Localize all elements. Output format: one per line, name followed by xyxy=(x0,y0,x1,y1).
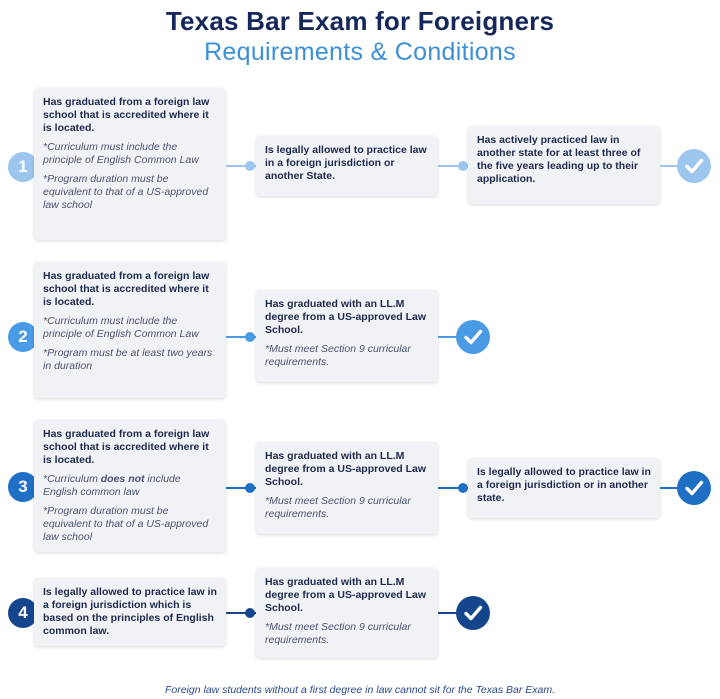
row1-card-1-main: Has graduated from a foreign law school that is accredited where it is located. xyxy=(43,96,210,134)
page-title: Texas Bar Exam for Foreigners xyxy=(165,6,555,36)
step-number-1: 1 xyxy=(8,152,38,182)
row1-card-1-note-2: *Program duration must be equivalent to that of a US-approved law school xyxy=(43,173,209,211)
step-number-4: 4 xyxy=(8,598,38,628)
row2-connector-2 xyxy=(438,336,458,338)
row4-card-2 xyxy=(256,568,438,658)
row3-card-1-note-1: *Curriculum does not include English common law xyxy=(43,473,181,498)
row2-card-1-note-2: *Program must be at least two years in duration xyxy=(43,347,213,372)
step-number-2: 2 xyxy=(8,322,38,352)
row4-card-2-note: *Must meet Section 9 curricular requirements. xyxy=(265,621,411,646)
row3-card-2-note: *Must meet Section 9 curricular requirements. xyxy=(265,495,411,520)
row1-dot-2 xyxy=(458,161,468,171)
page-subtitle: Requirements & Conditions xyxy=(204,38,516,66)
row3-card-3 xyxy=(468,458,660,518)
row1-card-1-note-1: *Curriculum must include the principle of English Common Law xyxy=(43,141,199,166)
row3-check-icon xyxy=(677,471,711,505)
row1-card-2-main: Is legally allowed to practice law in a foreign jurisdiction or another State. xyxy=(265,144,427,182)
footer-note: Foreign law students without a first degree in law cannot sit for the Texas Bar Exam. xyxy=(164,684,556,696)
row3-card-2-main: Has graduated with an LL.M degree from a US-approved Law School. xyxy=(265,450,427,488)
step-number-3: 3 xyxy=(8,472,38,502)
row1-card-3-main: Has actively practiced law in another state for at least three of the five years leading up to their application. xyxy=(477,134,641,185)
row3-card-2 xyxy=(256,442,438,534)
row4-card-1-main: Is legally allowed to practice law in a foreign jurisdiction which is based on the principles of English common law. xyxy=(43,586,217,637)
row1-dot-1 xyxy=(245,161,255,171)
row1-card-3 xyxy=(468,126,660,204)
row2-card-2 xyxy=(256,290,438,382)
row1-card-1 xyxy=(34,88,226,240)
row4-dot-1 xyxy=(245,608,255,618)
row2-card-1-main: Has graduated from a foreign law school that is accredited where it is located. xyxy=(43,270,210,308)
row3-card-3-main: Is legally allowed to practice law in a foreign jurisdiction or in another state. xyxy=(477,466,651,504)
row4-check-icon xyxy=(456,596,490,630)
row3-card-1-note-2: *Program duration must be equivalent to that of a US-approved law school xyxy=(43,505,209,543)
row1-card-2 xyxy=(256,136,438,196)
row2-card-1 xyxy=(34,262,226,398)
row4-connector-2 xyxy=(438,612,458,614)
row4-card-2-main: Has graduated with an LL.M degree from a US-approved Law School. xyxy=(265,576,427,614)
row4-card-1 xyxy=(34,578,226,646)
row3-dot-1 xyxy=(245,483,255,493)
row2-check-icon xyxy=(456,320,490,354)
row2-card-1-note-1: *Curriculum must include the principle of English Common Law xyxy=(43,315,199,340)
row2-dot-1 xyxy=(245,332,255,342)
row2-card-2-main: Has graduated with an LL.M degree from a US-approved Law School. xyxy=(265,298,427,336)
row3-dot-2 xyxy=(458,483,468,493)
row3-card-1 xyxy=(34,420,226,552)
row1-check-icon xyxy=(677,149,711,183)
row2-card-2-note: *Must meet Section 9 curricular requirements. xyxy=(265,343,411,368)
row3-card-1-main: Has graduated from a foreign law school that is accredited where it is located. xyxy=(43,428,210,466)
